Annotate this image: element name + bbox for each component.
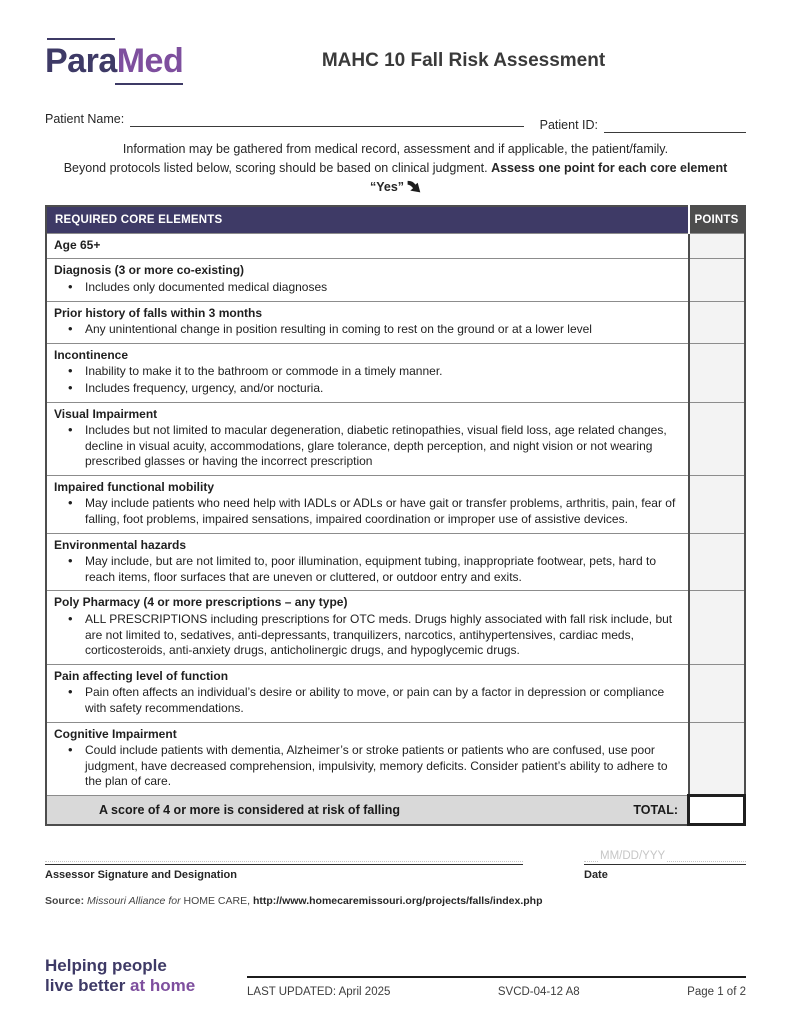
patient-id-field[interactable] — [604, 118, 746, 133]
southeast-arrow-icon — [407, 180, 421, 193]
element-bullets — [54, 496, 678, 527]
points-cell[interactable] — [689, 259, 745, 301]
page-number: Page 1 of 2 — [687, 986, 746, 998]
element-bullets — [54, 685, 678, 716]
bullet-item: • May include patients who need help with IADLs or ADLs or have gait or transfer problems, arthritis, pain, fear of falling, foot problems, impaired sensations, impaired coordination or improper use of assistive devices. — [54, 496, 678, 527]
points-cell[interactable] — [689, 722, 745, 795]
instructions-line2 — [45, 159, 746, 197]
date-placeholder: MM/DD/YYY — [600, 849, 666, 862]
table-body — [46, 233, 745, 795]
points-cell[interactable] — [689, 301, 745, 343]
element-bullets — [54, 322, 678, 338]
table-row — [46, 475, 745, 533]
signature-label: Assessor Signature and Designation — [45, 869, 237, 882]
table-row — [46, 664, 745, 722]
source-url[interactable]: http://www.homecaremissouri.org/projects/falls/index.php — [252, 895, 543, 908]
doc-code: SVCD-04-12 A8 — [497, 986, 580, 998]
total-value-box[interactable] — [689, 795, 745, 825]
element-cell — [46, 722, 689, 795]
element-title: Cognitive Impairment — [54, 726, 177, 741]
logo-rule-bottom — [115, 83, 183, 85]
signature-field[interactable] — [45, 850, 523, 865]
bullet-item: • May include, but are not limited to, poor illumination, equipment tubing, inappropriate footwear, pets, hard to reach items, floor surfaces that are uneven or cluttered, or outdoor entry and exits. — [54, 554, 678, 585]
element-title: Poly Pharmacy (4 or more prescriptions – any type) — [54, 595, 348, 610]
element-title: Diagnosis (3 or more co-existing) — [54, 263, 245, 278]
footer-meta — [247, 976, 746, 998]
element-cell — [46, 591, 689, 664]
paramed-logo — [45, 38, 245, 85]
signature-dotted-guide — [45, 850, 523, 862]
points-cell[interactable] — [689, 533, 745, 591]
date-dotted-lead — [584, 850, 598, 862]
source-org: HOME CARE, — [183, 895, 253, 908]
date-field[interactable] — [584, 850, 746, 865]
tagline-line1: Helping people — [45, 956, 167, 975]
required-core-elements-header: REQUIRED CORE ELEMENTS — [46, 206, 689, 233]
instructions — [45, 140, 746, 196]
patient-name-label: Patient Name: — [45, 112, 125, 126]
patient-id-label: Patient ID: — [539, 118, 598, 132]
source-org-italic: Missouri Alliance for — [87, 895, 184, 908]
table-row — [46, 533, 745, 591]
tagline-line2-purple: at home — [130, 976, 196, 996]
table-header-row — [46, 206, 745, 233]
points-cell[interactable] — [689, 475, 745, 533]
patient-id-group — [540, 118, 746, 133]
element-title: Visual Impairment — [54, 406, 158, 421]
points-cell[interactable] — [689, 343, 745, 402]
total-label: TOTAL: — [633, 802, 678, 817]
source-prefix: Source: — [45, 895, 88, 908]
total-row — [46, 795, 745, 825]
patient-row — [45, 112, 746, 132]
element-bullets — [54, 743, 678, 790]
bullet-item: • Any unintentional change in position resulting in coming to rest on the ground or at a lower level — [54, 322, 678, 338]
instructions-line1: Information may be gathered from medical record, assessment and if applicable, the patient/family. — [122, 142, 669, 156]
element-title: Prior history of falls within 3 months — [54, 305, 263, 320]
date-label: Date — [584, 869, 608, 882]
brand-tagline — [45, 956, 233, 997]
instructions-line2-normal: Beyond protocols listed below, scoring should be based on clinical judgment. — [63, 160, 492, 175]
element-bullets — [54, 554, 678, 585]
element-cell — [46, 301, 689, 343]
points-cell[interactable] — [689, 402, 745, 475]
date-dotted-tail — [667, 850, 746, 862]
table-row — [46, 402, 745, 475]
total-note-cell — [46, 795, 689, 825]
instructions-line2-bold: Assess one point for each core element “Yes” — [369, 160, 728, 194]
points-cell[interactable] — [689, 591, 745, 664]
table-row — [46, 259, 745, 301]
points-cell[interactable] — [689, 664, 745, 722]
table-row — [46, 301, 745, 343]
element-cell — [46, 533, 689, 591]
patient-name-field[interactable] — [130, 112, 523, 127]
element-cell — [46, 233, 689, 259]
element-cell — [46, 664, 689, 722]
tagline-line2-navy: live better — [45, 976, 131, 996]
element-title: Impaired functional mobility — [54, 479, 215, 494]
assessment-table — [45, 205, 746, 826]
page-header — [45, 32, 746, 90]
element-bullets — [54, 280, 678, 296]
table-row — [46, 343, 745, 402]
element-title: Pain affecting level of function — [54, 668, 229, 683]
table-row — [46, 722, 745, 795]
element-title: Environmental hazards — [54, 537, 187, 552]
table-row — [46, 233, 745, 259]
element-cell — [46, 259, 689, 301]
page-title: MAHC 10 Fall Risk Assessment — [321, 50, 606, 71]
table-row — [46, 591, 745, 664]
points-header: POINTS — [689, 206, 745, 233]
bullet-item: • Includes only documented medical diagnoses — [54, 280, 678, 296]
date-field-block — [584, 850, 746, 881]
logo-part-para: Para — [45, 41, 117, 80]
source-line — [45, 895, 746, 907]
element-bullets — [54, 423, 678, 470]
last-updated: LAST UPDATED: April 2025 — [247, 986, 391, 998]
element-bullets — [54, 612, 678, 659]
logo-text — [45, 41, 245, 80]
bullet-item: • Could include patients with dementia, Alzheimer’s or stroke patients or patients who are confused, use poor judgment, have decreased comprehension, impulsivity, memory deficits. Consider patient’s ability to adhere to the plan of care. — [54, 743, 678, 790]
element-cell — [46, 402, 689, 475]
element-cell — [46, 343, 689, 402]
page-bottom — [45, 956, 746, 998]
element-bullets — [54, 364, 678, 396]
risk-score-note: A score of 4 or more is considered at risk of falling — [99, 802, 401, 817]
bullet-item: • Includes but not limited to macular degeneration, diabetic retinopathies, visual field loss, age related changes, decline in visual acuity, accommodations, glare tolerance, depth perception, and night vision or not wearing prescribed glasses or having the incorrect prescription — [54, 423, 678, 470]
bullet-item: • Inability to make it to the bathroom or commode in a timely manner. — [54, 364, 678, 380]
bullet-item: • Includes frequency, urgency, and/or nocturia. — [54, 381, 678, 397]
logo-rule-top — [47, 38, 115, 40]
logo-part-med: Med — [116, 41, 184, 80]
bullet-item: • ALL PRESCRIPTIONS including prescriptions for OTC meds. Drugs highly associated with fall risk include, but are not limited to, sedatives, anti-depressants, tranquilizers, narcotics, antihypertensives, cardiac meds, corticosteroids, anti-anxiety drugs, anticholinergic drugs, and hypoglycemic drugs. — [54, 612, 678, 659]
bullet-item: • Pain often affects an individual’s desire or ability to move, or pain can by a factor in depression or compliance with safety recommendations. — [54, 685, 678, 716]
tagline-line2 — [45, 976, 233, 996]
element-cell — [46, 475, 689, 533]
element-title: Age 65+ — [54, 237, 101, 252]
points-cell[interactable] — [689, 233, 745, 259]
element-title: Incontinence — [54, 347, 129, 362]
signature-section — [45, 850, 746, 881]
signature-field-block — [45, 850, 523, 881]
